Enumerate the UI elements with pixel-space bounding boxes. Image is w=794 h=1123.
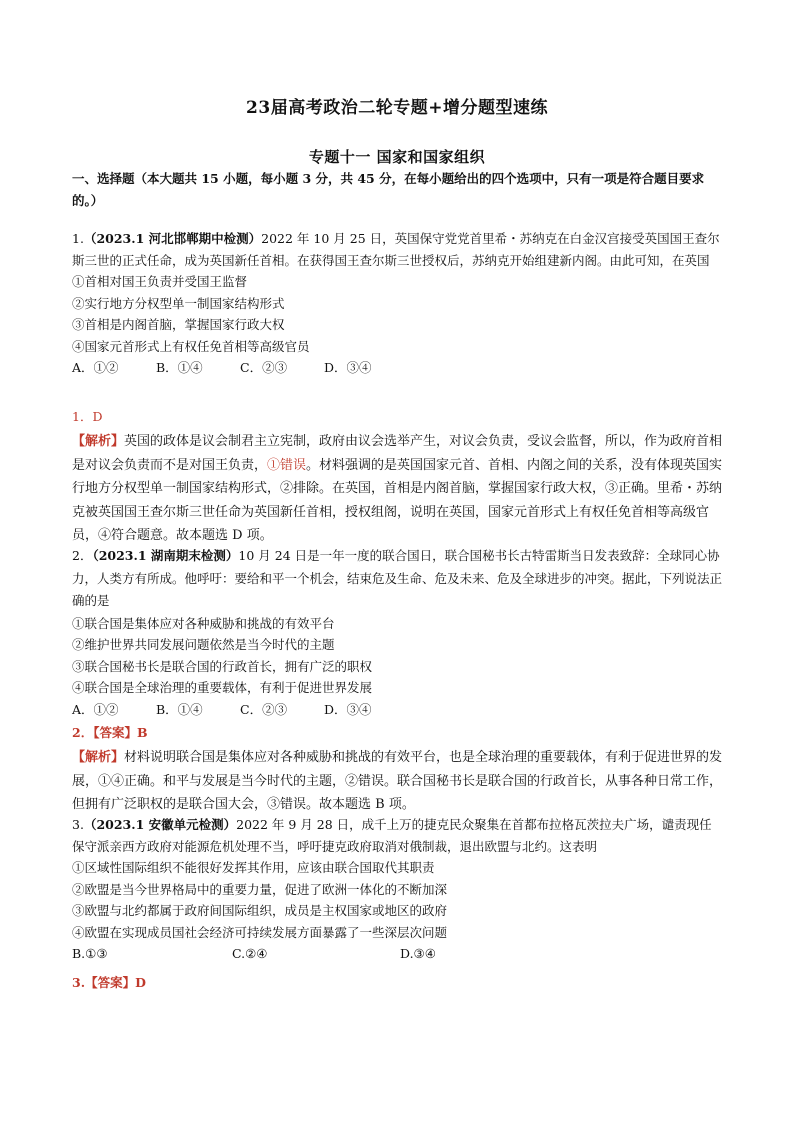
option-a: A．①② [72,701,119,717]
section-header: 一、选择题（本大题共 15 小题，每小题 3 分，共 45 分，在每小题给出的四个选项中，只有一项是符合题目要求的。） [72,171,705,208]
question-2 [72,545,724,720]
option-b: B．①④ [156,701,203,717]
question-3 [72,814,724,965]
option-b: B.①③ [72,946,108,961]
question-1-item: ④国家元首形式上有权任免首相等高级官员 [72,338,310,354]
question-2-item: ④联合国是全球治理的重要载体，有利于促进世界发展 [72,680,373,695]
question-3-options [72,943,724,965]
question-3-stem: 3.（2023.1 安徽单元检测）2022 年 9 月 28 日，成千上万的捷克民众聚集在首都布拉格瓦茨拉夫广场，谴责现任保守派亲西方政府对能源危机处理不当，呼吁捷克政府取消对俄制裁，退出欧盟与北约。这表明 [72,817,712,854]
option-b: B．①④ [156,360,203,375]
analysis-2: 【解析】材料说明联合国是集体应对各种威胁和挑战的有效平台，也是全球治理的重要载体，有利于促进世界的发展，①④正确。和平与发展是当今时代的主题，②错误。联合国秘书长是联合国的行政首长，从事各种日常工作，但拥有广泛职权的是联合国大会，③错误。故本题选 B 项。 [72,750,723,812]
answer-3: 3.【答案】D [72,975,146,990]
question-1-item: ③首相是内阁首脑，掌握国家行政大权 [72,317,285,332]
question-2-item: ②维护世界共同发展问题依然是当今时代的主题 [72,637,335,652]
document-title: 23届高考政治二轮专题+增分题型速练 [246,98,548,118]
question-1-item: ①首相对国王负责并受国王监督 [72,274,248,289]
question-3-item: ④欧盟在实现成员国社会经济可持续发展方面暴露了一些深层次问题 [72,924,448,940]
analysis-1: 【解析】英国的政体是议会制君主立宪制，政府由议会选举产生，对议会负责，受议会监督，所以，作为政府首相是对议会负责而不是对国王负责，①错误。材料强调的是英国国家元首、首相、内阁之间的关系，没有体现英国实行地方分权型单一制国家结构形式，②排除。在英国，首相是内阁首脑，掌握国家行政大权，③正确。里希・苏纳克被英国国王查尔斯三世任命为英国新任首相，授权组阁，说明在英国，国家元首形式上有权任免首相等高级官员，④符合题意。故本题选 D 项。 [72,434,723,543]
option-d: D．③④ [324,360,372,375]
answer-1: 1．D [72,409,103,424]
option-d: D.③④ [400,946,436,961]
question-3-item: ①区域性国际组织不能很好发挥其作用，应该由联合国取代其职责 [72,860,435,875]
question-3-item: ②欧盟是当今世界格局中的重要力量，促进了欧洲一体化的不断加深 [72,881,448,897]
option-d: D．③④ [324,701,372,717]
question-2-item: ③联合国秘书长是联合国的行政首长，拥有广泛的职权 [72,658,373,674]
question-2-options [72,699,724,721]
option-a: A．①② [72,360,119,375]
option-c: C．②③ [240,701,288,717]
question-3-item: ③欧盟与北约都属于政府间国际组织，成员是主权国家或地区的政府 [72,903,448,918]
question-1-options [72,357,724,379]
question-1-stem: 1.（2023.1 河北邯郸期中检测）2022 年 10 月 25 日，英国保守党党首里希・苏纳克在白金汉宫接受英国国王查尔斯三世的正式任命，成为英国新任首相。在获得国王查尔斯三世授权后，苏纳克开始组建新内阁。由此可知，在英国 [72,231,720,268]
question-2-stem: 2．（2023.1 湖南期末检测）10 月 24 日是一年一度的联合国日，联合国秘书长古特雷斯当日发表致辞：全球同心协力，人类方有所成。他呼吁：要给和平一个机会，结束危及生命、危及未来、危及全球进步的冲突。据此，下列说法正确的是 [72,548,723,608]
option-c: C.②④ [232,946,268,961]
question-1 [72,228,724,379]
option-c: C．②③ [240,360,288,375]
question-1-item: ②实行地方分权型单一制国家结构形式 [72,295,285,311]
answer-2: 2．【答案】B [72,725,148,740]
topic-subtitle: 专题十一 国家和国家组织 [308,148,486,166]
question-2-item: ①联合国是集体应对各种威胁和挑战的有效平台 [72,615,335,631]
